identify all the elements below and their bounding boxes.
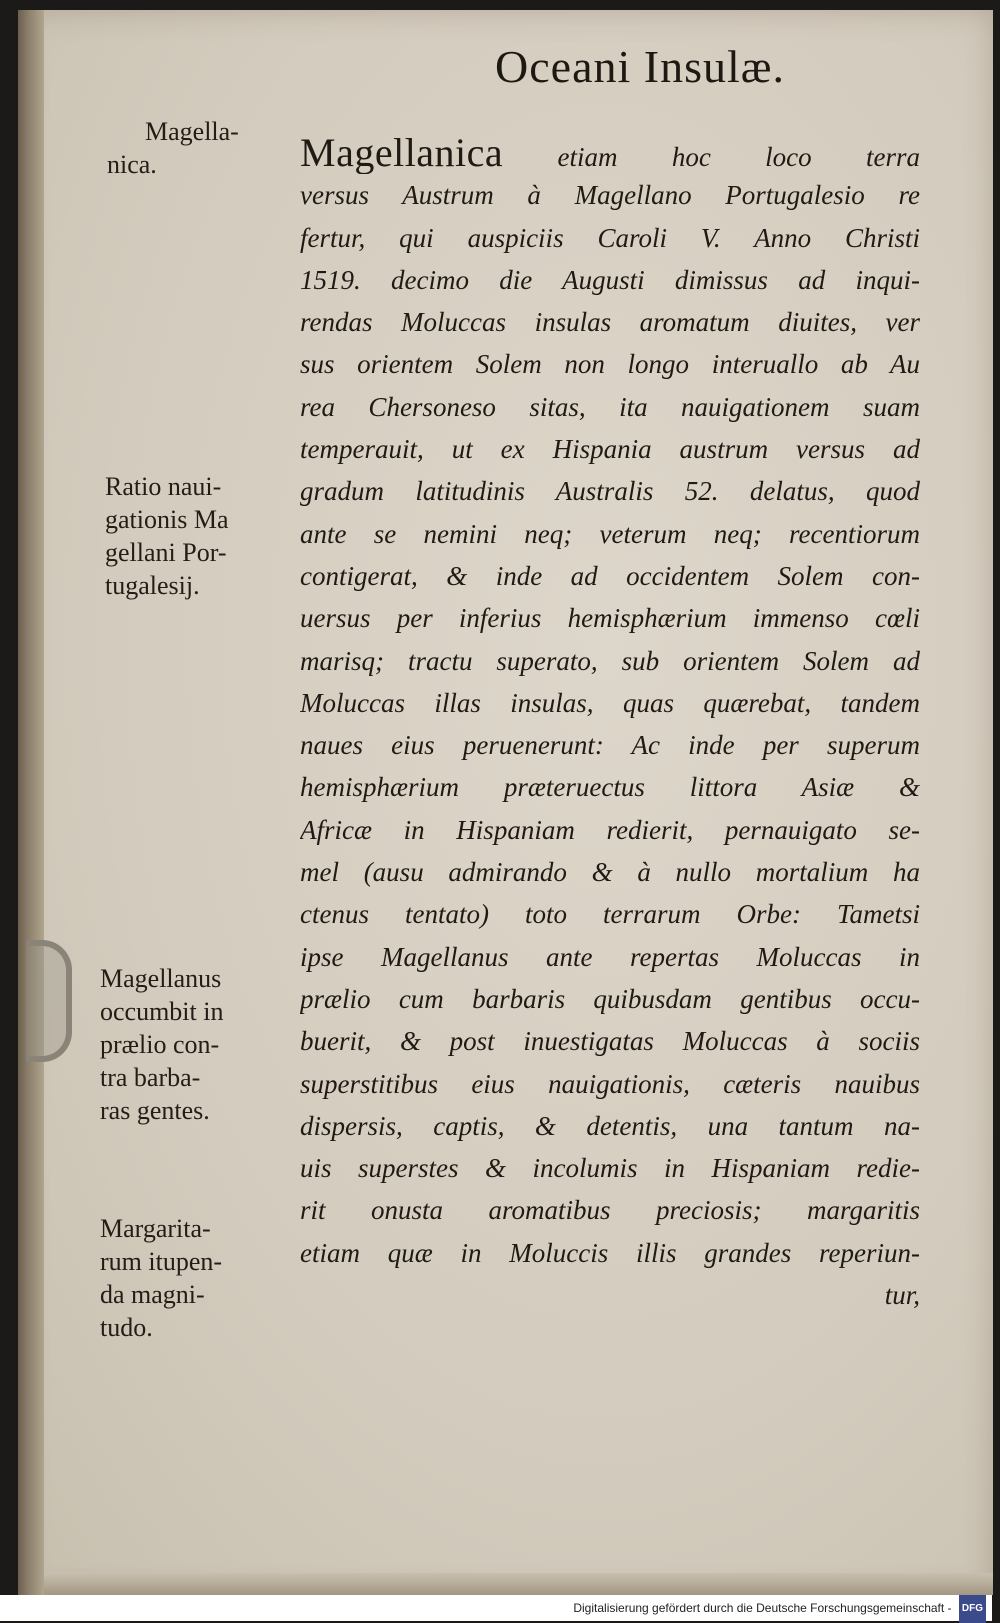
text-line: superstitibus eius nauigationis, cæteris nauibus — [300, 1068, 920, 1099]
text-line: buerit, & post inuestigatas Moluccas à sociis — [300, 1026, 920, 1057]
text-line: dispersis, captis, & detentis, una tantum na- — [300, 1110, 920, 1141]
text-line: rit onusta aromatibus preciosis; margaritis — [300, 1195, 920, 1226]
margin-note-line: rum itupen- — [100, 1247, 223, 1276]
text-line: hemisphærium præteruectus littora Asiæ & — [300, 772, 920, 803]
text-line: temperauit, ut ex Hispania austrum versus ad — [300, 434, 920, 465]
drop-word: Magellanica — [300, 132, 504, 175]
text-line: fertur, qui auspiciis Caroli V. Anno Christi — [300, 222, 920, 253]
margin-note-line: tugalesij. — [105, 571, 200, 600]
text-line: uersus per inferius hemisphærium immenso cœli — [300, 603, 920, 634]
first-line-rest: etiam hoc loco terra — [557, 142, 920, 172]
text-line: rendas Moluccas insulas aromatum diuites, ver — [300, 307, 920, 338]
margin-note-line: Magella- — [145, 117, 239, 146]
page-edge-bottom — [44, 1573, 993, 1595]
text-line: rea Chersoneso sitas, ita nauigationem suam — [300, 391, 920, 422]
main-text-block — [300, 132, 920, 1316]
text-line: uis superstes & incolumis in Hispaniam redie- — [300, 1153, 920, 1184]
text-line: etiam quæ in Moluccis illis grandes reperiun- — [300, 1237, 920, 1268]
text-line: 1519. decimo die Augusti dimissus ad inqui- — [300, 264, 920, 295]
text-line: Africæ in Hispaniam redierit, pernauigato se- — [300, 814, 920, 845]
margin-note-line: Margarita- — [100, 1214, 211, 1243]
margin-note-line: Ratio naui- — [105, 472, 222, 501]
text-line: Moluccas illas insulas, quas quærebat, tandem — [300, 687, 920, 718]
text-line: versus Austrum à Magellano Portugalesio re — [300, 180, 920, 211]
text-line: ipse Magellanus ante repertas Moluccas in — [300, 941, 920, 972]
margin-note-line: occumbit in — [100, 997, 224, 1026]
text-line: contigerat, & inde ad occidentem Solem con- — [300, 560, 920, 591]
text-line: marisq; tractu superato, sub orientem Solem ad — [300, 645, 920, 676]
dfg-logo: DFG — [959, 1595, 986, 1623]
margin-note-line: gellani Por- — [105, 538, 227, 567]
text-line: mel (ausu admirando & à nullo mortalium ha — [300, 857, 920, 888]
digitization-footer — [0, 1595, 992, 1621]
text-line: prælio cum barbaris quibusdam gentibus occu- — [300, 983, 920, 1014]
margin-note-magellanica — [107, 115, 239, 181]
margin-note-line: prælio con- — [100, 1030, 220, 1059]
margin-note-ratio-nauigationis — [105, 470, 229, 602]
text-line-first — [300, 132, 920, 174]
running-header: Oceani Insulæ. — [495, 41, 785, 92]
text-line: naues eius peruenerunt: Ac inde per superum — [300, 730, 920, 761]
catchword: tur, — [884, 1280, 920, 1311]
text-line: sus orientem Solem non longo interuallo ab Au — [300, 349, 920, 380]
margin-note-margaritarum — [100, 1212, 222, 1344]
paper-clip — [26, 940, 72, 1062]
margin-note-line: da magni- — [100, 1280, 205, 1309]
margin-note-magellanus-occumbit — [100, 962, 223, 1127]
margin-note-line: Magellanus — [100, 964, 222, 993]
footer-text: Digitalisierung gefördert durch die Deutsche Forschungsgemeinschaft - — [573, 1601, 952, 1616]
margin-note-line: ras gentes. — [100, 1096, 210, 1125]
text-line: ante se nemini neq; veterum neq; recentiorum — [300, 518, 920, 549]
page-edge-left — [18, 10, 44, 1595]
text-line: ctenus tentato) toto terrarum Orbe: Tametsi — [300, 899, 920, 930]
text-line: gradum latitudinis Australis 52. delatus, quod — [300, 476, 920, 507]
margin-note-line: tudo. — [100, 1313, 153, 1342]
margin-note-line: nica. — [107, 150, 157, 179]
margin-note-line: tra barba- — [100, 1063, 201, 1092]
margin-note-line: gationis Ma — [105, 505, 229, 534]
